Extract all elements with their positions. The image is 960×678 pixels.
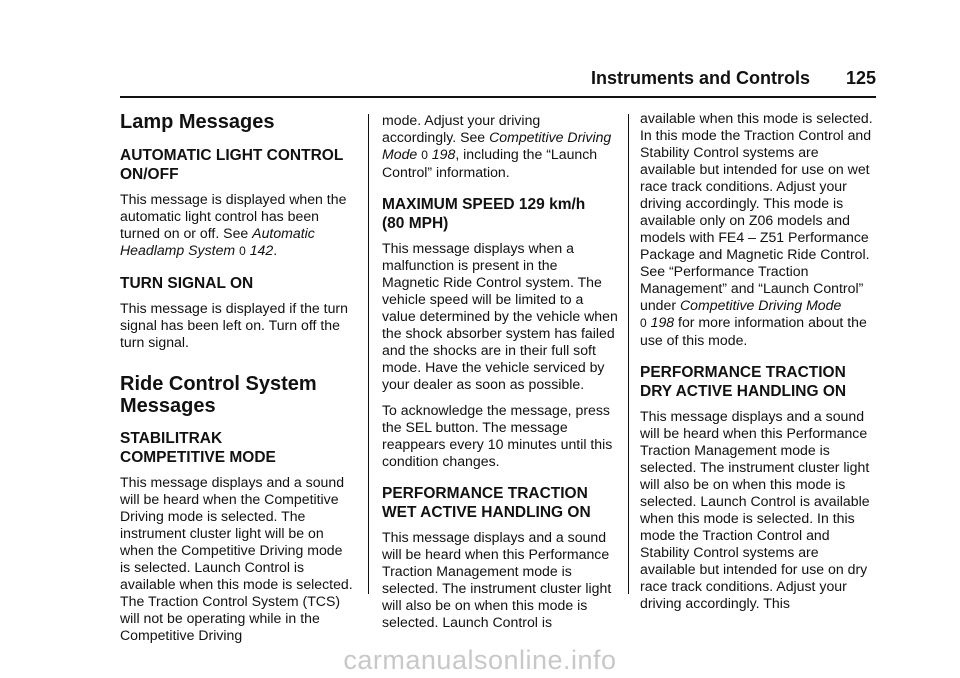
- heading-wet-handling: [382, 484, 618, 522]
- text: This message is displayed when the automatic light control has been turned on or off. See: [120, 191, 347, 241]
- heading-line: PERFORMANCE TRACTION: [640, 364, 846, 381]
- heading-max-speed: [382, 195, 618, 233]
- link-text: Competitive Driving Mode: [382, 129, 612, 162]
- heading-line: PERFORMANCE TRACTION: [382, 485, 588, 502]
- text: mode. Adjust your driving accordingly. See: [382, 112, 541, 145]
- column-3: [640, 110, 876, 621]
- heading-ride-control: [120, 373, 356, 417]
- paragraph-wet-handling: This message displays and a sound will be heard when this Performance Traction Management mode is selected. The instrument cluster light will also be on when this mode is selected. Launch Control is: [382, 529, 612, 630]
- column-2: [382, 112, 618, 640]
- page-ref[interactable]: 198: [650, 314, 675, 330]
- column-divider: [368, 114, 369, 594]
- heading-dry-handling: [640, 363, 876, 401]
- text: available when this mode is selected. In this mode the Traction Control and Stability Control systems are available but intended for use on wet race track conditions. Adjust your driving accordingly. This mode is available only on Z06 models and models with FE4 – Z51 Performance Package and Magnetic Ride Control. See “Performance Traction Management” and “Launch Control” under: [640, 110, 873, 313]
- heading-lamp-messages: Lamp Messages: [120, 111, 275, 133]
- paragraph-dry-handling: This message displays and a sound will be heard when this Performance Traction Management mode is selected. The instrument cluster light will also be on when this mode is selected. Launch Control is available when this mode is selected. In this mode the Traction Control and Stability Control systems are available but intended for use on dry race track conditions. Adjust your driving accordingly. This: [640, 408, 870, 611]
- paragraph-acknowledge: To acknowledge the message, press the SEL button. The message reappears every 10 minutes until this condition changes.: [382, 402, 613, 469]
- text: , including the “Launch Control” information.: [382, 146, 598, 180]
- paragraph-stabilitrak: This message displays and a sound will be heard when the Competitive Driving mode is selected. The instrument cluster light will be on when the Competitive Driving mode is selected. Launch Control is available when this mode is selected. The Traction Control System (TCS) will not be operating while in the Competitive Driving: [120, 474, 353, 643]
- link-competitive-driving-mode[interactable]: [680, 297, 841, 313]
- heading-line: STABILITRAK: [120, 430, 223, 447]
- page-ref-arrow-icon: 0: [640, 316, 647, 330]
- heading-turn-signal: TURN SIGNAL ON: [120, 275, 254, 292]
- header-rule: [120, 96, 876, 98]
- heading-line: (80 MPH): [382, 215, 449, 232]
- text: for more information about the use of this mode.: [640, 314, 867, 348]
- column-divider: [628, 114, 629, 594]
- page-ref[interactable]: 142: [249, 242, 274, 258]
- page-ref-arrow-icon: 0: [421, 148, 428, 162]
- paragraph-mode: [382, 112, 618, 181]
- paragraph-turn-signal: This message is displayed if the turn signal has been left on. Turn off the turn signal.: [120, 300, 348, 350]
- watermark: carmanualsonline.info: [343, 645, 617, 675]
- page-number: 125: [845, 68, 876, 88]
- link-text: Automatic Headlamp System: [120, 225, 315, 258]
- section-title: Instruments and Controls: [590, 68, 810, 88]
- heading-line: WET ACTIVE HANDLING ON: [382, 504, 591, 521]
- page-ref[interactable]: 198: [431, 146, 456, 162]
- heading-auto-light-control: [120, 146, 356, 184]
- heading-line: Ride Control System: [120, 373, 317, 395]
- page-ref-arrow-icon: 0: [239, 244, 246, 258]
- page-header: [120, 68, 876, 92]
- heading-line: DRY ACTIVE HANDLING ON: [640, 383, 847, 400]
- paragraph-available: [640, 110, 876, 349]
- paragraph-max-speed: This message displays when a malfunction is present in the Magnetic Ride Control system. The vehicle speed will be limited to a value determined by the vehicle when the shock absorber system has failed and the shocks are in their full soft mode. Have the vehicle serviced by your dealer as soon as possible.: [382, 240, 618, 392]
- heading-stabilitrak: [120, 429, 356, 467]
- paragraph-auto-light: [120, 191, 356, 260]
- heading-line: MAXIMUM SPEED 129 km/h: [382, 196, 586, 213]
- heading-line: AUTOMATIC LIGHT CONTROL: [120, 147, 344, 164]
- link-text: Competitive Driving Mode: [679, 297, 842, 313]
- heading-line: ON/OFF: [120, 166, 179, 183]
- column-1: [120, 110, 356, 653]
- text: .: [273, 242, 278, 258]
- heading-line: Messages: [120, 395, 216, 417]
- heading-line: COMPETITIVE MODE: [120, 449, 276, 466]
